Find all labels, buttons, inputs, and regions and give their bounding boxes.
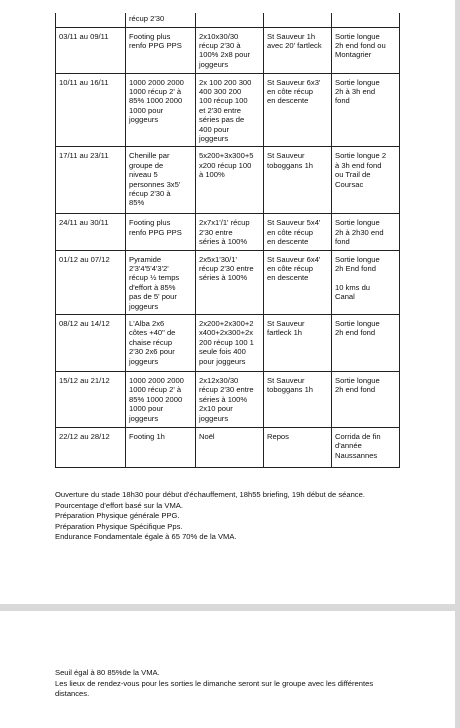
week-dates-cell: 03/11 au 09/11	[56, 27, 126, 73]
tuesday-session-cell: récup 2'30	[126, 13, 196, 27]
table-row-week	[56, 315, 400, 372]
sunday-session-cell	[332, 13, 400, 27]
week-dates-cell: 15/12 au 21/12	[56, 372, 126, 428]
week-dates-cell: 10/11 au 16/11	[56, 73, 126, 147]
footnotes	[55, 490, 365, 543]
table-row-week	[56, 73, 400, 147]
sunday-session-cell: Sortie longue 2h à 2h30 end fond	[332, 214, 400, 250]
tuesday-session-cell: Footing plus renfo PPG PPS	[126, 214, 196, 250]
note-line: Préparation Physique générale PPG.	[55, 511, 180, 521]
sunday-session-cell: Corrida de fin d'année Naussannes	[332, 428, 400, 468]
footnotes-page-2	[55, 668, 385, 700]
tuesday-session-cell: Pyramide 2'3'4'5'4'3'2' récup ½ temps d'effort à 85% pas de 5' pour joggeurs	[126, 250, 196, 314]
saturday-session-cell: St Sauveur 6x4' en côte récup en descente	[264, 250, 332, 314]
saturday-session-cell: Repos	[264, 428, 332, 468]
saturday-session-cell	[264, 13, 332, 27]
training-plan-table	[55, 13, 400, 468]
thursday-session-cell: 2x 100 200 300 400 300 200 100 récup 100 et 2'30 entre séries pas de 400 pour joggeurs	[196, 73, 264, 147]
week-dates-cell: 01/12 au 07/12	[56, 250, 126, 314]
thursday-session-cell: 2x7x1'/1' récup 2'30 entre séries à 100%	[196, 214, 264, 250]
tuesday-session-cell: Chenille par groupe de niveau 5 personnes 3x5' récup 2'30 à 85%	[126, 147, 196, 214]
sunday-session-cell: Sortie longue 2h end fond	[332, 372, 400, 428]
note-line: Préparation Physique Spécifique Pps.	[55, 521, 183, 531]
table-row-week	[56, 214, 400, 250]
week-dates-cell: 22/12 au 28/12	[56, 428, 126, 468]
note-line: Seuil égal à 80 85%de la VMA.	[55, 668, 160, 677]
tuesday-session-cell: Footing 1h	[126, 428, 196, 468]
thursday-session-cell: 2x200+2x300+2 x400+2x300+2x 200 récup 100 1 seule fois 400 pour joggeurs	[196, 315, 264, 372]
table-row-week	[56, 27, 400, 73]
note-line: Endurance Fondamentale égale à 65 70% de la VMA.	[55, 532, 237, 542]
saturday-session-cell: St Sauveur 6x3' en côte récup en descente	[264, 73, 332, 147]
sunday-session-cell: Sortie longue 2h à 3h end fond	[332, 73, 400, 147]
sunday-session-cell: Sortie longue 2 à 3h end fond ou Trail de Coursac	[332, 147, 400, 214]
note-line: Les lieux de rendez-vous pour les sorties le dimanche seront sur le groupe avec les différentes distances.	[55, 678, 374, 699]
table-row-week	[56, 372, 400, 428]
tuesday-session-cell: Footing plus renfo PPG PPS	[126, 27, 196, 73]
week-dates-cell	[56, 13, 126, 27]
week-dates-cell: 24/11 au 30/11	[56, 214, 126, 250]
thursday-session-cell: 2x12x30/30 récup 2'30 entre séries à 100% 2x10 pour joggeurs	[196, 372, 264, 428]
saturday-session-cell: St Sauveur toboggans 1h	[264, 147, 332, 214]
table-row-week	[56, 250, 400, 314]
saturday-session-cell: St Sauveur 5x4' en côte récup en descente	[264, 214, 332, 250]
thursday-session-cell: 5x200+3x300+5 x200 récup 100 à 100%	[196, 147, 264, 214]
thursday-session-cell: 2x5x1'30/1' récup 2'30 entre séries à 100%	[196, 250, 264, 314]
sunday-session-cell: Sortie longue 2h End fond 10 kms du Canal	[332, 250, 400, 314]
sunday-session-cell: Sortie longue 2h end fond ou Montagrier	[332, 27, 400, 73]
thursday-session-cell	[196, 13, 264, 27]
tuesday-session-cell: L'Alba 2x6 côtes +40" de chaise récup 2'30 2x6 pour joggeurs	[126, 315, 196, 372]
note-line: Ouverture du stade 18h30 pour début d'échauffement, 18h55 briefing, 19h début de séance.	[55, 490, 365, 499]
tuesday-session-cell: 1000 2000 2000 1000 récup 2' à 85% 1000 2000 1000 pour joggeurs	[126, 73, 196, 147]
week-dates-cell: 17/11 au 23/11	[56, 147, 126, 214]
table-row-week	[56, 147, 400, 214]
saturday-session-cell: St Sauveur toboggans 1h	[264, 372, 332, 428]
thursday-session-cell: Noël	[196, 428, 264, 468]
tuesday-session-cell: 1000 2000 2000 1000 récup 2' à 85% 1000 2000 1000 pour joggeurs	[126, 372, 196, 428]
sunday-session-cell: Sortie longue 2h end fond	[332, 315, 400, 372]
note-line: Pourcentage d'effort basé sur la VMA.	[55, 500, 183, 510]
saturday-session-cell: St Sauveur fartleck 1h	[264, 315, 332, 372]
week-dates-cell: 08/12 au 14/12	[56, 315, 126, 372]
table-row-week	[56, 428, 400, 468]
thursday-session-cell: 2x10x30/30 récup 2'30 à 100% 2x8 pour joggeurs	[196, 27, 264, 73]
saturday-session-cell: St Sauveur 1h avec 20' fartleck	[264, 27, 332, 73]
table-row-continued	[56, 13, 400, 27]
